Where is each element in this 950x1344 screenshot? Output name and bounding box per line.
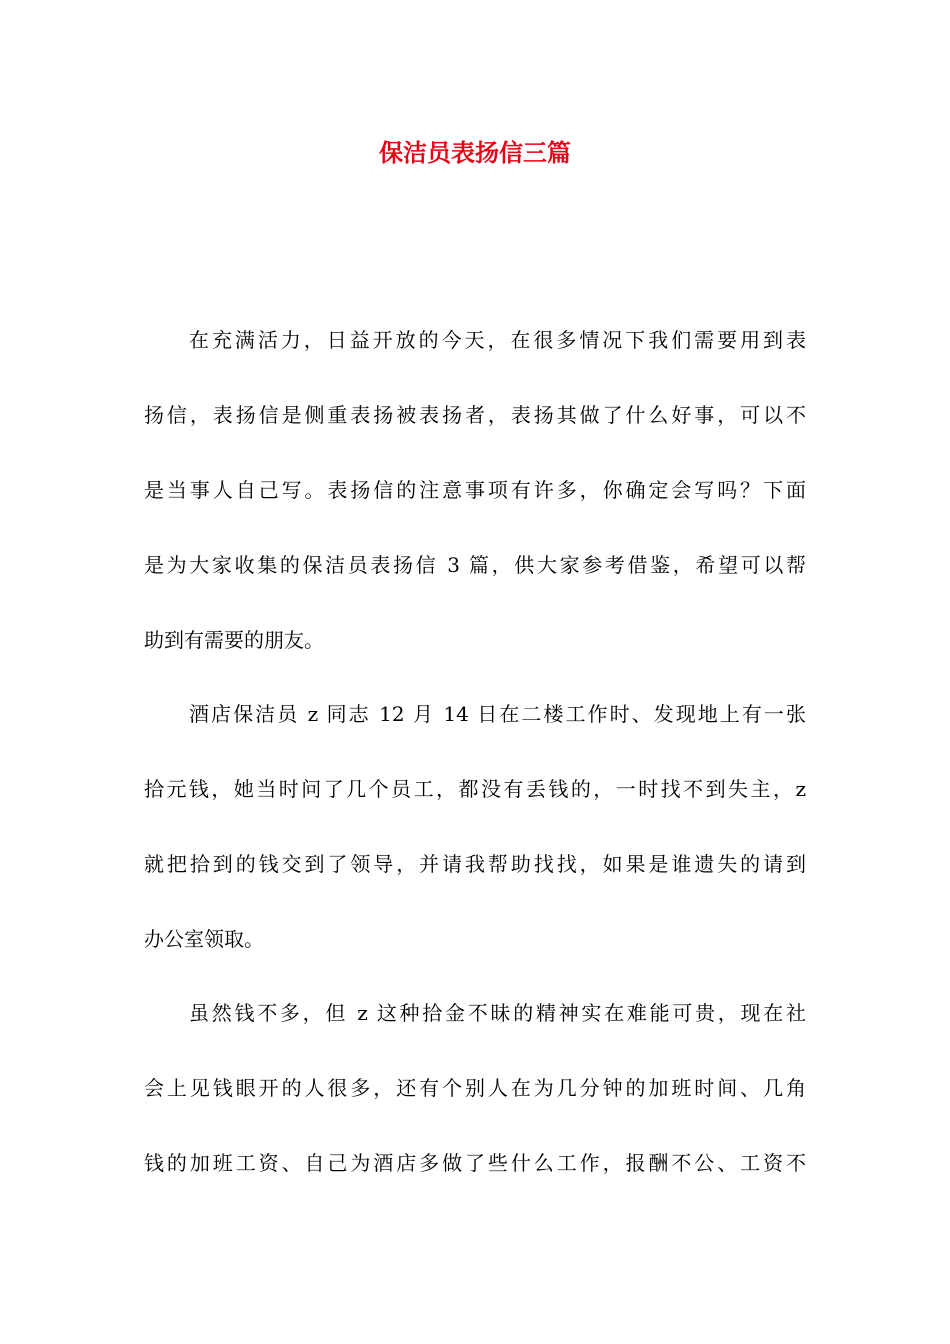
paragraph-line: 是为大家收集的保洁员表扬信 3 篇，供大家参考借鉴，希望可以帮 [144, 553, 806, 577]
paragraph-line: 在充满活力，日益开放的今天，在很多情况下我们需要用到表 [189, 328, 806, 352]
paragraph-line: 钱的加班工资、自己为酒店多做了些什么工作，报酬不公、工资不 [144, 1151, 806, 1175]
paragraph-line: 是当事人自己写。表扬信的注意事项有许多，你确定会写吗？下面 [144, 478, 806, 502]
paragraph-line: 会上见钱眼开的人很多，还有个别人在为几分钟的加班时间、几角 [144, 1076, 806, 1100]
paragraph-line: 酒店保洁员 z 同志 12 月 14 日在二楼工作时、发现地上有一张 [189, 702, 806, 726]
paragraph-line: 助到有需要的朋友。 [144, 628, 324, 652]
paragraph-2 [144, 692, 806, 961]
paragraph-line: 就把拾到的钱交到了领导，并请我帮助找找，如果是谁遗失的请到 [144, 852, 806, 876]
paragraph-1 [144, 318, 806, 662]
document-body [144, 318, 806, 1215]
paragraph-line: 虽然钱不多，但 z 这种拾金不昧的精神实在难能可贵，现在社 [189, 1001, 806, 1025]
document-title: 保洁员表扬信三篇 [379, 138, 571, 167]
paragraph-line: 拾元钱，她当时问了几个员工，都没有丢钱的，一时找不到失主，z [144, 777, 806, 801]
paragraph-3 [144, 991, 806, 1185]
paragraph-line: 办公室领取。 [144, 927, 264, 951]
paragraph-line: 扬信，表扬信是侧重表扬被表扬者，表扬其做了什么好事，可以不 [144, 403, 806, 427]
